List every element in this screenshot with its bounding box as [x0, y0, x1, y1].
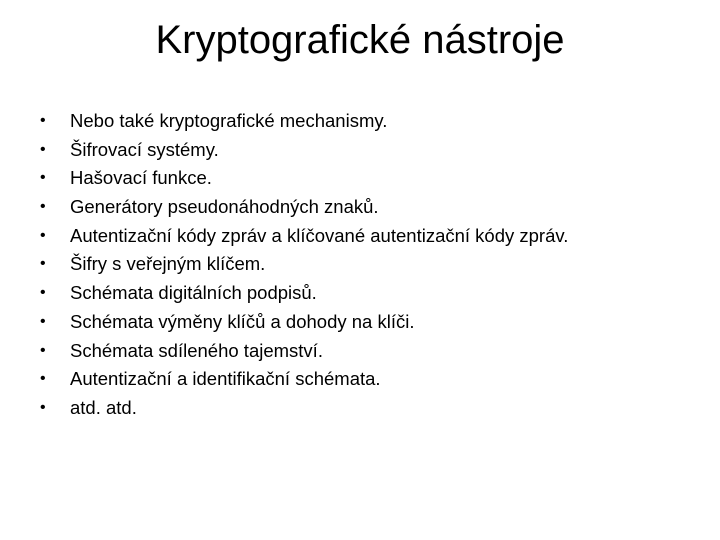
bullet-icon: • — [40, 226, 46, 244]
bullet-text: Autentizační kódy zpráv a klíčované autentizační kódy zpráv. — [70, 224, 569, 246]
bullet-icon: • — [40, 370, 46, 388]
bullet-text: Schémata sdíleného tajemství. — [70, 339, 323, 361]
list-item — [40, 394, 700, 423]
bullet-icon: • — [40, 284, 46, 302]
list-item — [40, 222, 700, 251]
bullet-icon: • — [40, 255, 46, 273]
bullet-text: Schémata výměny klíčů a dohody na klíči. — [70, 310, 415, 332]
bullet-text: Generátory pseudonáhodných znaků. — [70, 196, 379, 218]
bullet-text: Šifry s veřejným klíčem. — [70, 253, 266, 275]
bullet-text: Nebo také kryptografické mechanismy. — [70, 110, 388, 131]
bullet-text: Šifrovací systémy. — [70, 138, 219, 160]
bullet-icon: • — [40, 140, 46, 158]
bullet-text: atd. atd. — [70, 396, 137, 418]
bullet-icon: • — [40, 198, 46, 216]
bullet-icon: • — [40, 398, 46, 416]
list-item — [40, 365, 700, 394]
bullet-list — [40, 107, 700, 423]
list-item — [40, 164, 700, 193]
bullet-icon: • — [40, 312, 46, 330]
bullet-icon: • — [40, 169, 46, 187]
list-item — [40, 193, 700, 222]
slide-title: Kryptografické nástroje — [155, 18, 565, 62]
list-item — [40, 136, 700, 165]
list-item — [40, 107, 700, 136]
bullet-text: Schémata digitálních podpisů. — [70, 282, 317, 304]
bullet-icon: • — [40, 112, 46, 129]
list-item — [40, 308, 700, 337]
bullet-text: Hašovací funkce. — [70, 167, 212, 189]
bullet-icon: • — [40, 341, 46, 359]
list-item — [40, 337, 700, 366]
bullet-text: Autentizační a identifikační schémata. — [70, 368, 381, 390]
list-item — [40, 250, 700, 279]
list-item — [40, 279, 700, 308]
